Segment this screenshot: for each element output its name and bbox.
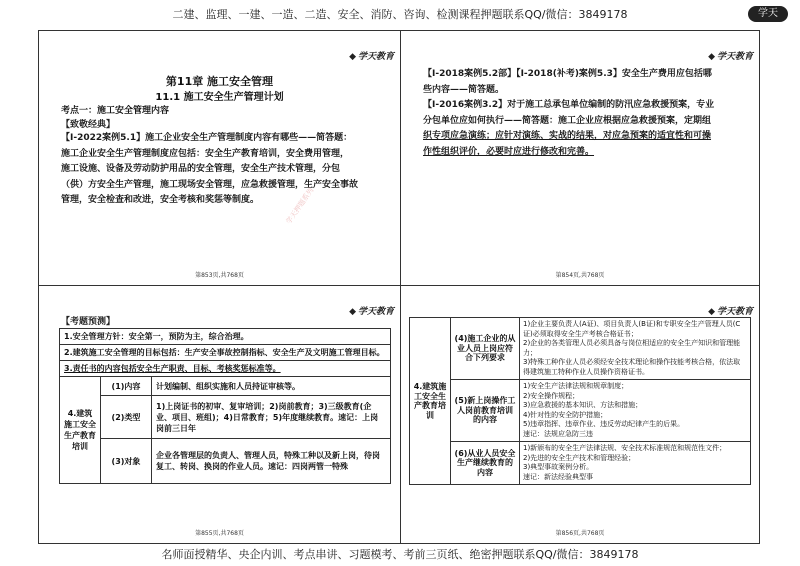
text-line: 2)安全操作规程；: [523, 391, 580, 400]
table-cell: 1.安全管理方针：安全第一，预防为主，综合治理。: [60, 329, 391, 345]
table-row: [410, 380, 751, 442]
table-cell: [520, 380, 751, 442]
table-cell: 2.建筑施工安全管理的目标包括：生产安全事故控制指标、安全生产及文明施工管理目标。: [60, 345, 391, 361]
brand-label: ◆ 学天教育: [349, 49, 394, 62]
table-cell: [520, 442, 751, 485]
classic-tag: 【致敬经典】: [61, 120, 116, 130]
prediction-tag: 【考题预测】: [61, 317, 116, 327]
table-row: [60, 345, 391, 361]
row-label-cell: (5)新上岗操作工人岗前教育培训的内容: [451, 380, 520, 442]
text-line: 3)典型事故案例分析。: [523, 463, 594, 471]
table-cell: 1)上岗证书的初审、复审培训；2)岗前教育；3)三级教育(企业、项目、班组)；4)日常教育；5)年度继续教育。速记：上岗岗前三日年: [152, 396, 391, 439]
bottom-banner: 名师面授精华、央企内训、考点串讲、习题模考、考前三页纸、绝密押题联系QQ/微信：3849178: [161, 548, 639, 561]
row-label-cell: (1)内容: [101, 377, 152, 396]
answer-paragraph: [61, 131, 397, 209]
table-cell: 3.责任书的内容包括安全生产职责、目标、考核奖惩标准等。: [60, 361, 391, 377]
group-label-cell: 4.建筑施工安全生产教育培训: [60, 377, 101, 484]
page-number: 第855页,共768页: [195, 530, 244, 537]
text-line: 2)先进的安全生产技术和管理经验；: [523, 453, 636, 462]
page-855: [39, 286, 400, 543]
text-line: 1)安全生产法律法规和规章制度；: [523, 382, 629, 390]
row-label-cell: (4)施工企业的从业人员上岗应符合下列要求: [451, 318, 520, 380]
row-label-cell: (3)对象: [101, 439, 152, 484]
page-856: [401, 286, 759, 543]
top-banner: [0, 0, 800, 30]
answer-paragraph: [423, 67, 755, 160]
table-row: [410, 318, 751, 380]
text-line: 织专项应急演练；应针对演练、实战的结果，对应急预案的适宜性和可操: [423, 131, 712, 141]
text-line: 【Ⅰ-2016案例3.2】对于施工总承包单位编制的防汛应急救援预案，专业: [423, 100, 715, 110]
training-table: [409, 317, 751, 485]
text-line: 速记：法规应急防三违: [523, 429, 593, 438]
table-cell: 企业各管理层的负责人、管理人员，特殊工种以及新上岗，待岗复工、转岗、换岗的作业人员。速记：四岗两管一特殊: [152, 439, 391, 484]
text-line: 施工企业安全生产管理制度应包括：安全生产教育培训，安全费用管理，: [61, 148, 350, 159]
table-row: [60, 377, 391, 396]
page-number: 第854页,共768页: [555, 272, 605, 279]
text-line: 分包单位应如何执行——简答题：施工企业应根据应急救援预案，定期组: [423, 115, 712, 126]
watermark-stamp: 学天押题系列: [284, 186, 316, 226]
brand-label: ◆ 学天教育: [708, 49, 753, 62]
brand-label: ◆ 学天教育: [349, 304, 394, 317]
brand-label: ◆ 学天教育: [708, 304, 753, 317]
group-label-cell: 4.建筑施工安全生产教育培训: [410, 318, 451, 485]
chapter-title: 第11章 施工安全管理: [165, 75, 274, 88]
text-line: （供）方安全生产管理，施工现场安全管理，应急救援管理，生产安全事故: [61, 179, 359, 190]
page-number: 第856页,共768页: [555, 530, 605, 537]
row-label-cell: (2)类型: [101, 396, 152, 439]
prediction-table: [59, 328, 391, 484]
table-row: [60, 439, 391, 484]
text-line: 速记：新法经验典型事: [523, 472, 593, 481]
table-row: [60, 396, 391, 439]
section-title: 11.1 施工安全生产管理计划: [155, 92, 284, 103]
table-cell: 计划编制、组织实施和人员持证审核等。: [152, 377, 391, 396]
key-point-heading: 考点一：施工安全管理内容: [61, 106, 170, 116]
table-cell: [520, 318, 751, 380]
text-line: 【Ⅰ-2022案例5.1】施工企业安全生产管理制度内容有哪些——简答题：: [61, 133, 353, 143]
table-row: [410, 442, 751, 485]
text-line: 1)企业主要负责人(A证)、项目负责人(B证)和专职安全生产管理人员(C证)必须取得安全生产考核合格证书；: [523, 320, 741, 338]
text-line: 些内容——简答题。: [423, 84, 505, 95]
top-banner-text: 二建、监理、一建、一造、二造、安全、消防、咨询、检测课程押题联系QQ/微信：3849178: [172, 8, 628, 21]
page-number: 第853页,共768页: [195, 272, 244, 279]
text-line: 3)应急救援的基本知识、方法和措施；: [523, 401, 643, 409]
row-label-cell: (6)从业人员安全生产继续教育的内容: [451, 442, 520, 485]
text-line: 【Ⅰ-2018案例5.2部】【Ⅰ-2018(补考)案例5.3】安全生产费用应包括哪: [423, 69, 712, 79]
table-row: [60, 329, 391, 345]
text-line: 管理，安全检查和改进，安全考核和奖惩等制度。: [61, 195, 260, 205]
text-line: 1)新颁布的安全生产法律法规、安全技术标准规范和规范性文件；: [523, 444, 727, 452]
brand-logo-badge: 学天: [748, 6, 788, 22]
table-row: [60, 361, 391, 377]
text-line: 5)违章指挥、违章作业、违反劳动纪律产生的后果。: [523, 420, 685, 428]
text-line: 2)企业的各类管理人员必须具备与岗位相适应的安全生产知识和管理能力；: [523, 339, 741, 357]
text-line: 4)针对性的安全防护措施；: [523, 410, 608, 419]
text-line: 3)特殊工种作业人员必须经安全技术理论和操作技能考核合格，依法取得建筑施工特种作业人员操作资格证书。: [523, 358, 741, 376]
text-line: 施工设施、设备及劳动防护用品的安全管理，安全生产技术管理，分包: [61, 164, 341, 174]
page-854: [401, 31, 759, 285]
text-line: 作性组织评价，必要时应进行修改和完善。: [423, 146, 595, 157]
page-853: [39, 31, 400, 285]
